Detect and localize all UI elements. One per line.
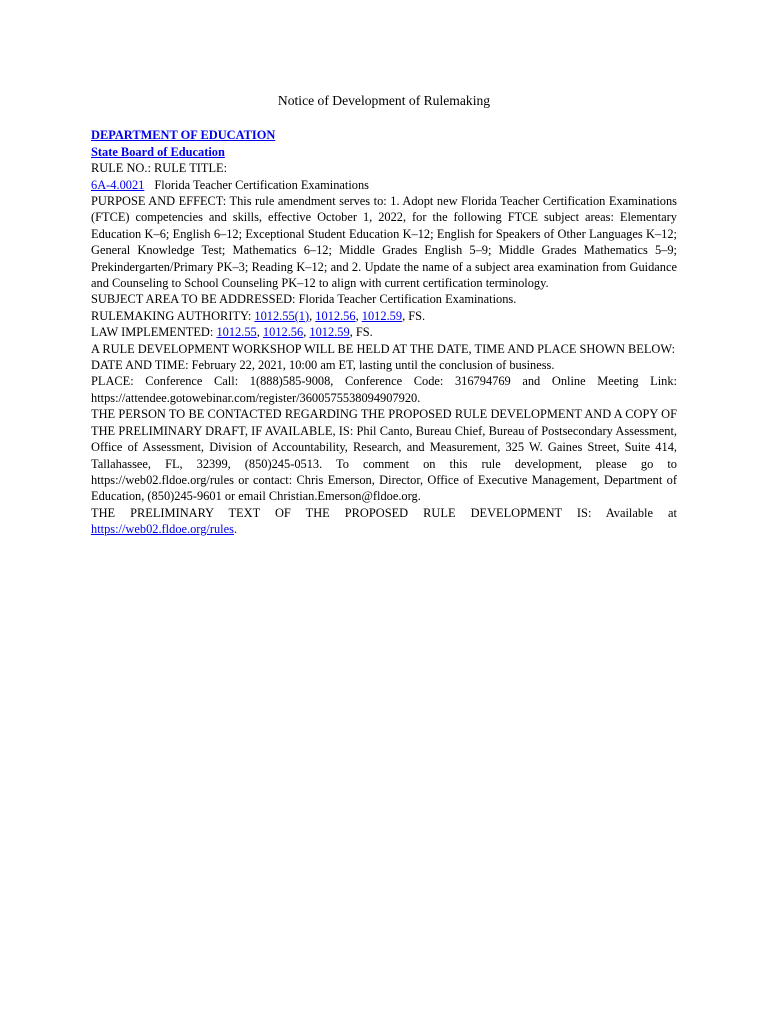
law-label: LAW IMPLEMENTED: [91, 325, 217, 340]
law-suffix: , FS. [349, 325, 373, 340]
place-paragraph: PLACE: Conference Call: 1(888)585-9008, Conference Code: 316794769 and Online Meeting Link: https://attendee.gotowebinar.com/register/3600575538094907920. [91, 374, 677, 405]
law-link-3[interactable]: 1012.59 [309, 325, 350, 340]
authority-label: RULEMAKING AUTHORITY: [91, 308, 255, 323]
separator: , [355, 308, 362, 323]
separator: , [256, 325, 263, 340]
authority-link-1[interactable]: 1012.55(1) [254, 308, 310, 323]
preliminary-link-line [91, 521, 677, 537]
authority-link-2[interactable]: 1012.56 [315, 308, 356, 323]
board-link[interactable]: State Board of Education [91, 144, 225, 159]
rule-line [91, 177, 677, 193]
preliminary-link[interactable]: https://web02.fldoe.org/rules [91, 522, 234, 537]
rule-header: RULE NO.: RULE TITLE: [91, 161, 228, 176]
period: . [233, 522, 238, 537]
department-link[interactable]: DEPARTMENT OF EDUCATION [91, 128, 276, 143]
workshop-paragraph: A RULE DEVELOPMENT WORKSHOP WILL BE HELD AT THE DATE, TIME AND PLACE SHOWN BELOW: [91, 341, 676, 356]
rulemaking-authority-line [91, 308, 677, 324]
separator: , [303, 325, 310, 340]
subject-area-line: SUBJECT AREA TO BE ADDRESSED: Florida Teacher Certification Examinations. [91, 292, 517, 307]
department-line [91, 127, 677, 143]
page-title: Notice of Development of Rulemaking [277, 93, 491, 108]
law-link-2[interactable]: 1012.56 [262, 325, 304, 340]
law-link-1[interactable]: 1012.55 [216, 325, 257, 340]
purpose-paragraph: PURPOSE AND EFFECT: This rule amendment serves to: 1. Adopt new Florida Teacher Certification Examinations (FTCE) competencies and skills, effective October 1, 2022, for the following FTCE subject areas: Elementary Education K–6; English 6–12; Exceptional Student Education K–12; English for Speakers of Other Languages K–12; General Knowledge Test; Mathematics 6–12; Middle Grades English 5–9; Middle Grades Mathematics 5–9; Prekindergarten/Primary PK–3; Reading K–12; and 2. Update the name of a subject area examination from Guidance and Counseling to School Counseling PK–12 to align with current certification terminology. [91, 194, 677, 291]
rule-number-link[interactable]: 6A-4.0021 [91, 177, 145, 192]
authority-link-3[interactable]: 1012.59 [361, 308, 403, 323]
board-line [91, 144, 677, 160]
separator: , [309, 308, 316, 323]
preliminary-text-line: THE PRELIMINARY TEXT OF THE PROPOSED RULE DEVELOPMENT IS: Available at [91, 505, 677, 520]
contact-paragraph: THE PERSON TO BE CONTACTED REGARDING THE PROPOSED RULE DEVELOPMENT AND A COPY OF THE PRELIMINARY DRAFT, IF AVAILABLE, IS: Phil Canto, Bureau Chief, Bureau of Postsecondary Assessment, Office of Assessment, Division of Accountability, Research, and Measurement, 325 W. Gaines Street, Suite 414, Tallahassee, FL, 32399, (850)245-0513. To comment on this rule development, please go to https://web02.fldoe.org/rules or contact: Chris Emerson, Director, Office of Executive Management, Department of Education, (850)245-9601 or email Christian.Emerson@fldoe.org. [91, 407, 677, 504]
date-time-line: DATE AND TIME: February 22, 2021, 10:00 am ET, lasting until the conclusion of business. [91, 358, 555, 373]
law-implemented-line [91, 324, 677, 340]
notice-body [91, 127, 677, 537]
authority-suffix: , FS. [402, 308, 426, 323]
rule-title: Florida Teacher Certification Examinations [154, 177, 369, 192]
